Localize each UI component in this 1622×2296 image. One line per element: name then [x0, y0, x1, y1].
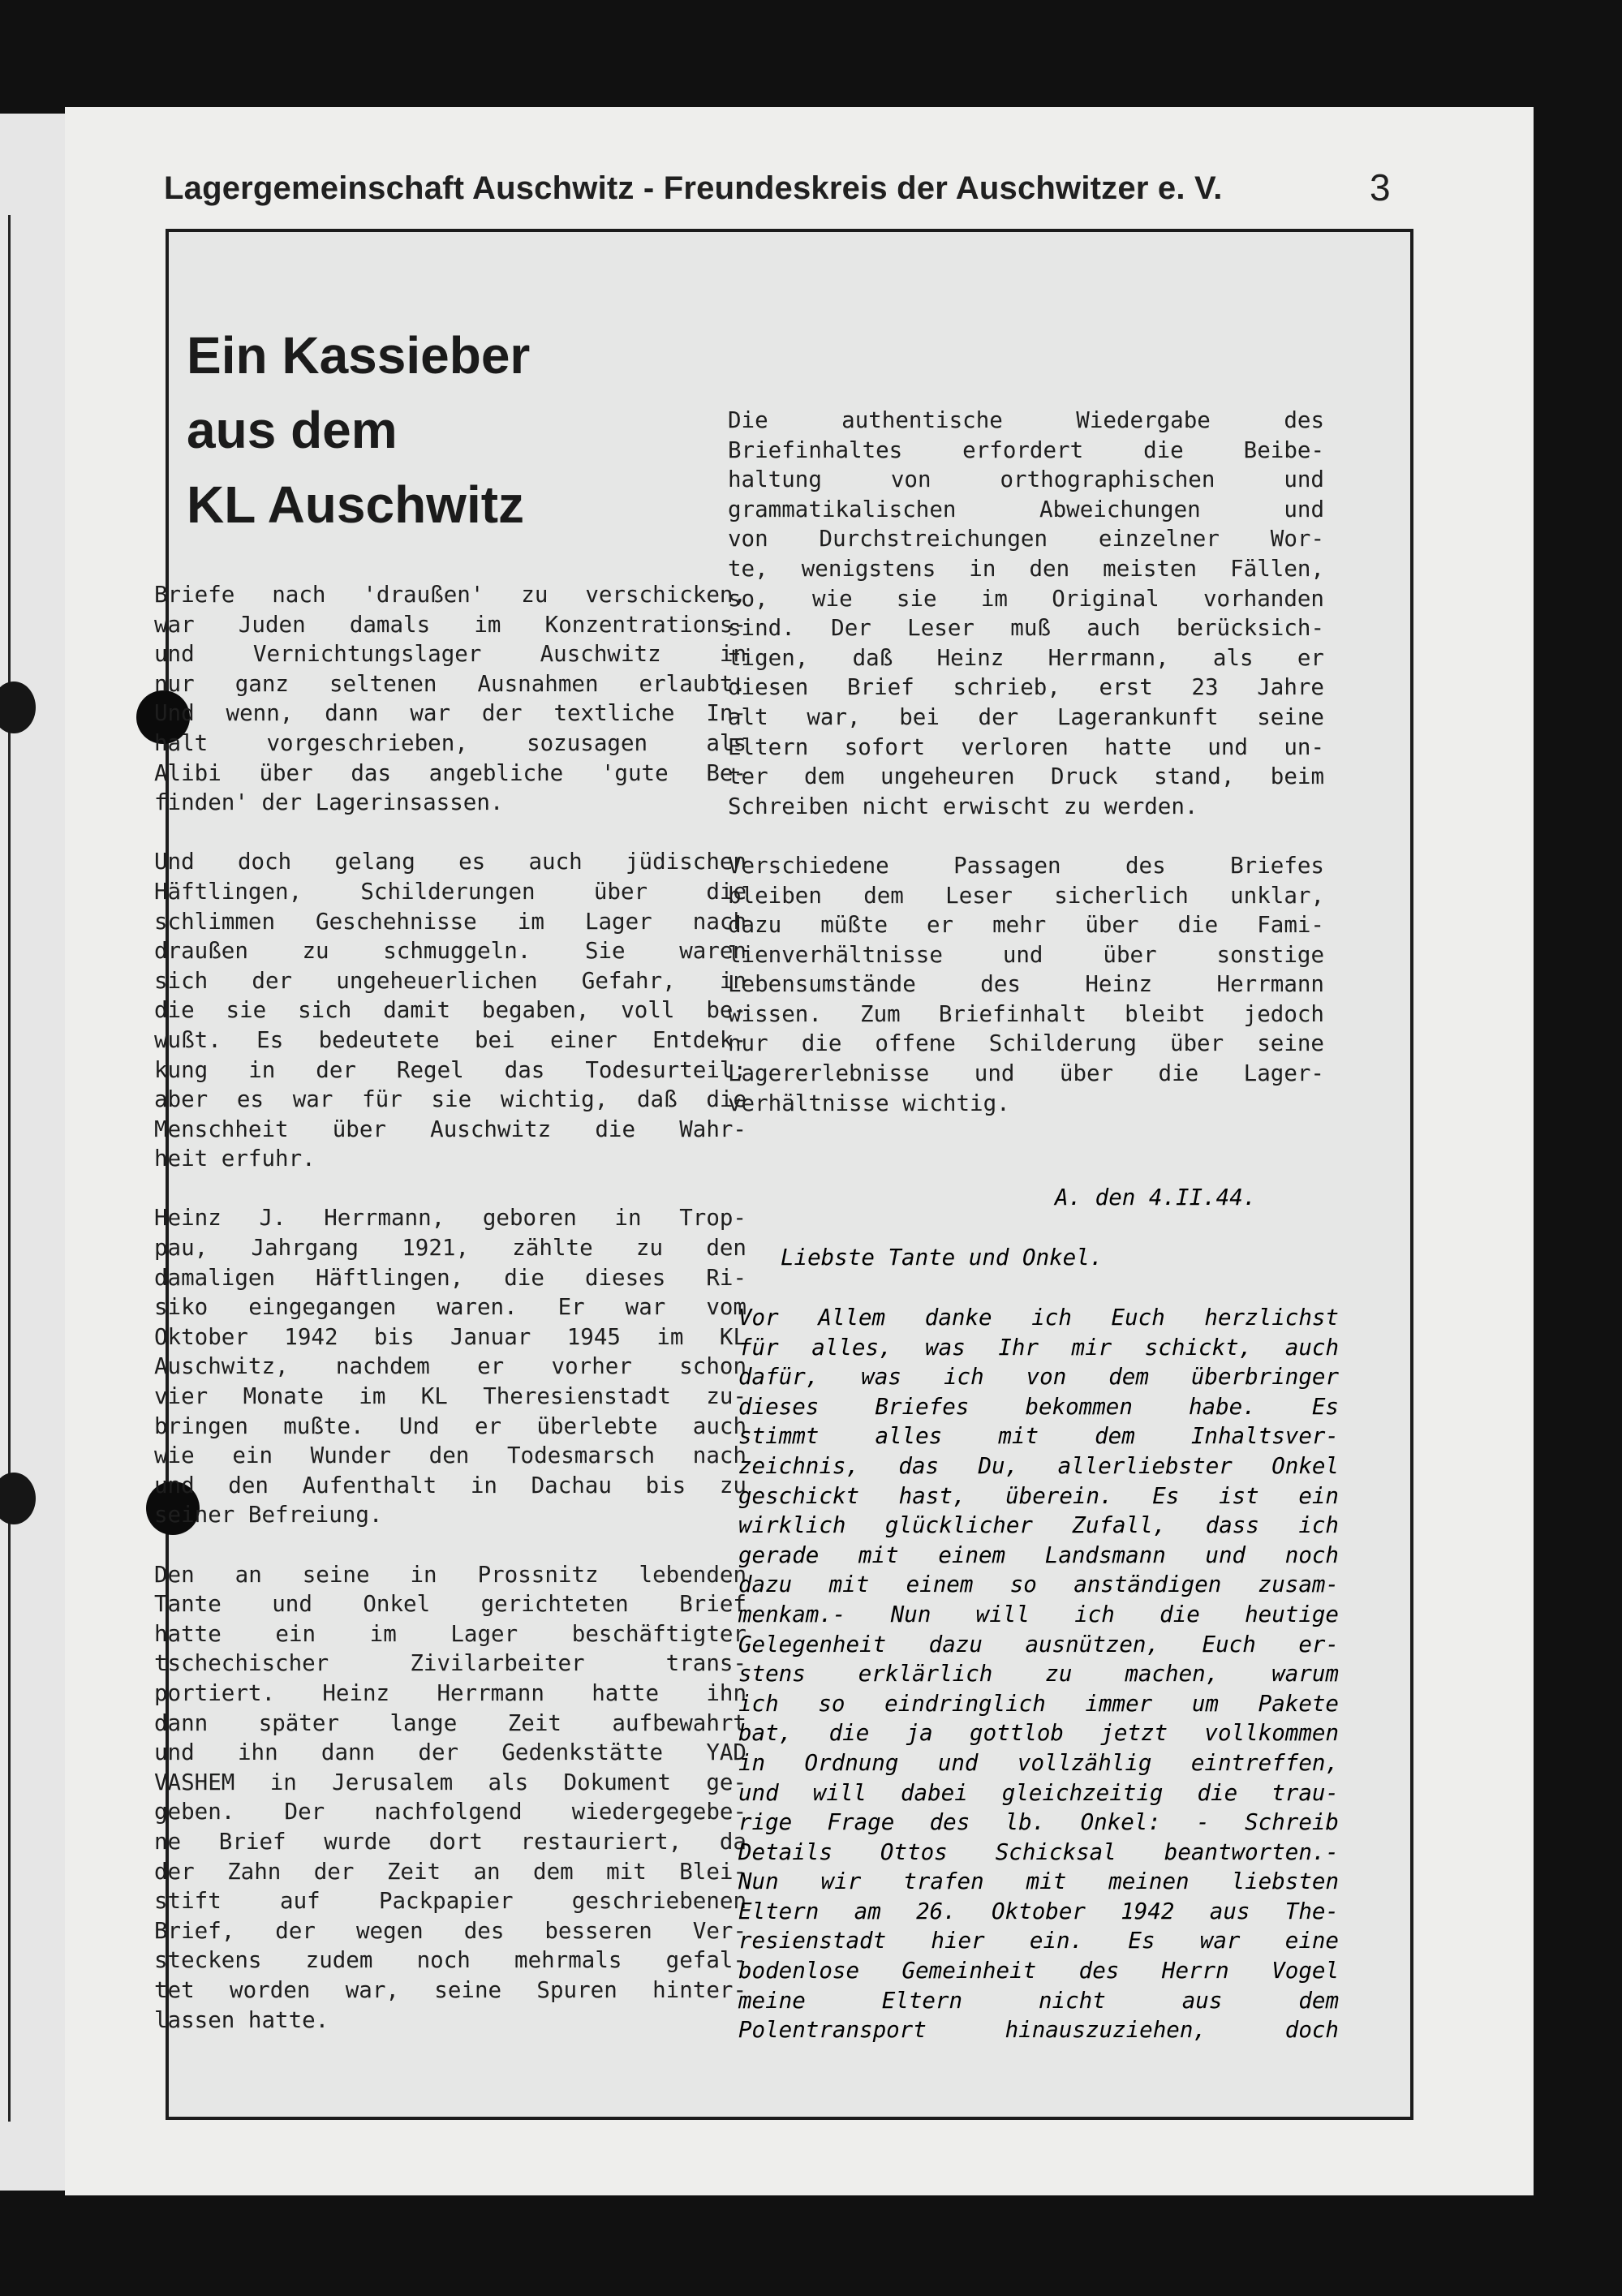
text-line: Briefe nach 'draußen' zu verschicken, [154, 582, 746, 608]
text-line: tet worden war, seine Spuren hinter- [154, 1976, 746, 2003]
text-line: verhältnisse wichtig. [728, 1090, 1010, 1116]
letter-line: Nun wir trafen mit meinen liebsten [738, 1868, 1339, 1895]
text-line: pau, Jahrgang 1921, zählte zu den [154, 1235, 746, 1262]
text-line: alt war, bei der Lagerankunft seine [728, 703, 1324, 730]
text-line: Die authentische Wiedergabe des [728, 407, 1324, 433]
letter-line: Polentransport hinauszuziehen, doch [738, 2017, 1339, 2044]
text-line: Und doch gelang es auch jüdischen [154, 849, 746, 875]
text-line: von Durchstreichungen einzelner Wor- [728, 526, 1324, 553]
text-line: Eltern sofort verloren hatte und un- [728, 733, 1324, 760]
letter-line: und will dabei gleichzeitig die trau- [738, 1779, 1339, 1806]
text-line: sich der ungeheuerlichen Gefahr, in [154, 967, 746, 994]
text-line: wußt. Es bedeutete bei einer Entdek- [154, 1026, 746, 1053]
text-line: halt vorgeschrieben, sozusagen als [154, 729, 746, 756]
intro-paragraph [154, 847, 746, 1174]
text-line: die sie sich damit begaben, voll be- [154, 997, 746, 1024]
text-line: dazu müßte er mehr über die Fami- [728, 912, 1324, 939]
text-line: wissen. Zum Briefinhalt bleibt jedoch [728, 1000, 1324, 1027]
text-line: Lagererlebnisse und über die Lager- [728, 1060, 1324, 1087]
adjacent-page-frame [0, 215, 11, 2122]
letter-line: meine Eltern nicht aus dem [738, 1987, 1339, 2014]
text-line: ter dem ungeheuren Druck stand, beim [728, 763, 1324, 790]
text-line: grammatikalischen Abweichungen und [728, 496, 1324, 522]
letter-line: menkam.- Nun will ich die heutige [738, 1601, 1339, 1627]
text-line: Schreiben nicht erwischt zu werden. [728, 793, 1198, 819]
text-line: schlimmen Geschehnisse im Lager nach [154, 908, 746, 935]
intro-paragraph [154, 580, 746, 818]
letter-line: Gelegenheit dazu ausnützen, Euch er- [738, 1631, 1339, 1658]
text-line: finden' der Lagerinsassen. [154, 789, 504, 816]
letter-line: resienstadt hier ein. Es war eine [738, 1928, 1339, 1954]
letter-line: rige Frage des lb. Onkel: - Schreib [738, 1809, 1339, 1836]
text-line: VASHEM in Jerusalem als Dokument ge- [154, 1769, 746, 1795]
letter-line: bat, die ja gottlob jetzt vollkommen [738, 1720, 1339, 1747]
text-line: ne Brief wurde dort restauriert, da [154, 1828, 746, 1855]
left-column [154, 580, 746, 2065]
text-line: heit erfuhr. [154, 1146, 316, 1172]
letter-line: dazu mit einem so anständigen zusam- [738, 1572, 1339, 1598]
letter-line: gerade mit einem Landsmann und noch [738, 1541, 1339, 1568]
letter-line: in Ordnung und vollzählig eintreffen, [738, 1749, 1339, 1776]
text-line: so, wie sie im Original vorhanden [728, 585, 1324, 612]
letter-line: geschickt hast, überein. Es ist ein [738, 1482, 1339, 1509]
adjacent-punch-hole [0, 681, 36, 733]
text-line: draußen zu schmuggeln. Sie waren [154, 938, 746, 965]
letter-line: Vor Allem danke ich Euch herzlichst [738, 1305, 1339, 1331]
text-line: Lebensumstände des Heinz Herrmann [728, 971, 1324, 998]
text-line: steckens zudem noch mehrmals gefal- [154, 1947, 746, 1974]
text-line: Und wenn, dann war der textliche In- [154, 700, 746, 727]
letter-body [738, 1303, 1339, 2045]
letter-line: ich so eindringlich immer um Pakete [738, 1690, 1339, 1717]
text-line: Häftlingen, Schilderungen über die [154, 878, 746, 905]
letter-line: dieses Briefes bekommen habe. Es [738, 1393, 1339, 1420]
letter-line: stens erklärlich zu machen, warum [738, 1661, 1339, 1688]
text-line: damaligen Häftlingen, die dieses Ri- [154, 1264, 746, 1291]
text-line: bleiben dem Leser sicherlich unklar, [728, 882, 1324, 909]
text-line: portiert. Heinz Herrmann hatte ihn [154, 1679, 746, 1706]
text-line: vier Monate im KL Theresienstadt zu- [154, 1383, 746, 1410]
letter-date: A. den 4.II.44. [1055, 1185, 1257, 1210]
letter-salutation: Liebste Tante und Onkel. [781, 1245, 1104, 1271]
text-line: und ihn dann der Gedenkstätte YAD [154, 1739, 746, 1766]
text-line: siko eingegangen waren. Er war vom [154, 1294, 746, 1321]
text-line: Auschwitz, nachdem er vorher schon [154, 1353, 746, 1380]
page-number: 3 [1370, 166, 1391, 209]
text-line: tigen, daß Heinz Herrmann, als er [728, 644, 1324, 671]
text-line: aber es war für sie wichtig, daß die [154, 1086, 746, 1113]
adjacent-punch-hole [0, 1473, 36, 1524]
intro-paragraph [154, 1560, 746, 2036]
text-line: seiner Befreiung. [154, 1502, 383, 1529]
text-line: stift auf Packpapier geschriebenen [154, 1888, 746, 1915]
title-line: Ein Kassieber [187, 326, 531, 385]
note-paragraph [728, 851, 1324, 1118]
intro-paragraph [154, 1203, 746, 1530]
note-paragraph [728, 406, 1324, 821]
text-line: wie ein Wunder den Todesmarsch nach [154, 1443, 746, 1469]
text-line: haltung von orthographischen und [728, 467, 1324, 493]
text-line: Alibi über das angebliche 'gute Be- [154, 759, 746, 786]
text-line: Oktober 1942 bis Januar 1945 im KL [154, 1323, 746, 1350]
text-line: lassen hatte. [154, 2006, 329, 2033]
letter-line: bodenlose Gemeinheit des Herrn Vogel [738, 1958, 1339, 1984]
text-line: Briefinhaltes erfordert die Beibe- [728, 436, 1324, 463]
text-line: und den Aufenthalt in Dachau bis zu [154, 1472, 746, 1498]
letter-line: Details Ottos Schicksal beantworten.- [738, 1838, 1339, 1865]
text-line: Den an seine in Prossnitz lebenden [154, 1561, 746, 1588]
text-line: kung in der Regel das Todesurteil; [154, 1056, 746, 1083]
letter-line: wirklich glücklicher Zufall, dass ich [738, 1512, 1339, 1539]
letter-line: dafür, was ich von dem überbringer [738, 1364, 1339, 1391]
letter-line: stimmt alles mit dem Inhaltsver- [738, 1423, 1339, 1450]
text-line: dann später lange Zeit aufbewahrt [154, 1709, 746, 1736]
text-line: nur die offene Schilderung über seine [728, 1030, 1324, 1057]
text-line: bringen mußte. Und er überlebte auch [154, 1412, 746, 1439]
text-line: Verschiedene Passagen des Briefes [728, 852, 1324, 879]
text-line: lienverhältnisse und über sonstige [728, 941, 1324, 968]
text-line: tschechischer Zivilarbeiter trans- [154, 1650, 746, 1677]
text-line: Menschheit über Auschwitz die Wahr- [154, 1116, 746, 1142]
text-line: te, wenigstens in den meisten Fällen, [728, 555, 1324, 582]
running-header: Lagergemeinschaft Auschwitz - Freundeskreis der Auschwitzer e. V. [164, 170, 1223, 206]
text-line: hatte ein im Lager beschäftigter [154, 1620, 746, 1647]
text-line: diesen Brief schrieb, erst 23 Jahre [728, 674, 1324, 701]
text-line: nur ganz seltenen Ausnahmen erlaubt. [154, 670, 746, 697]
text-line: war Juden damals im Konzentrations- [154, 611, 746, 638]
title-line: KL Auschwitz [187, 475, 525, 534]
adjacent-page [0, 114, 67, 2191]
right-column [728, 406, 1324, 1148]
article-title [187, 318, 641, 542]
title-line: aus dem [187, 401, 398, 459]
text-line: der Zahn der Zeit an dem mit Blei- [154, 1858, 746, 1885]
text-line: sind. Der Leser muß auch berücksich- [728, 615, 1324, 642]
text-line: geben. Der nachfolgend wiedergegebe- [154, 1799, 746, 1825]
text-line: Heinz J. Herrmann, geboren in Trop- [154, 1205, 746, 1232]
text-line: Brief, der wegen des besseren Ver- [154, 1917, 746, 1944]
letter-line: zeichnis, das Du, allerliebster Onkel [738, 1452, 1339, 1479]
text-line: Tante und Onkel gerichteten Brief [154, 1591, 746, 1618]
letter-line: Eltern am 26. Oktober 1942 aus The- [738, 1898, 1339, 1924]
text-line: und Vernichtungslager Auschwitz in [154, 641, 746, 668]
letter-line: für alles, was Ihr mir schickt, auch [738, 1334, 1339, 1361]
